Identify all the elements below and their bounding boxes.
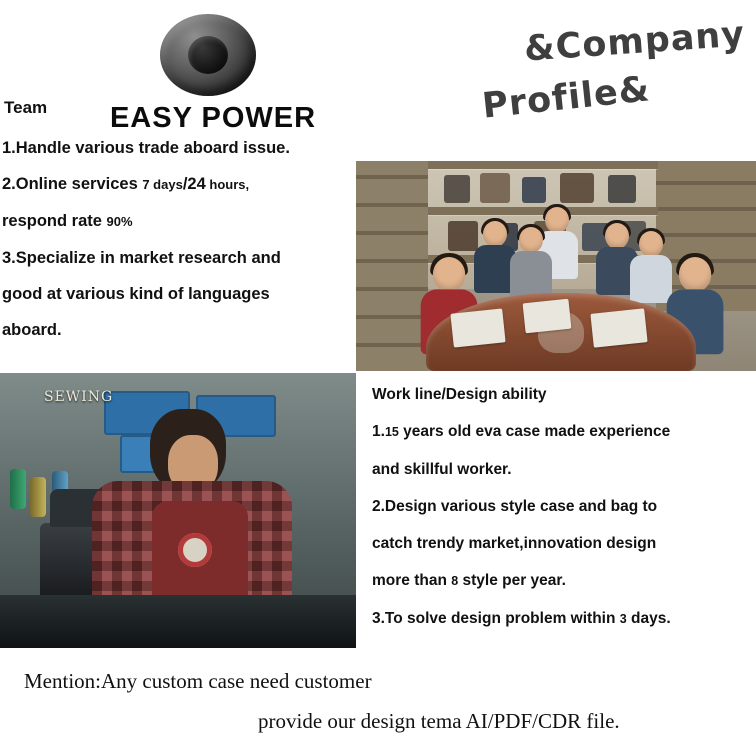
brand-name-text: EASY POWER [109,102,317,134]
shelf-product-4 [560,173,594,203]
workline-point-3: 3.To solve design problem within 3 days. [372,610,671,627]
page-title-line-2: Profile& [480,69,653,127]
team-point-2: 2.Online services 7 days/24 hours, [2,175,250,193]
mention-line-1: Mention:Any custom case need customer [24,669,372,693]
document-on-table-1 [450,308,505,347]
mention-line-2: provide our design tema AI/PDF/CDR file. [258,709,620,733]
office-meeting-photo [356,161,756,371]
workline-point-1b: and skillful worker. [372,461,512,478]
team-point-2b: respond rate 90% [2,212,133,230]
workline-point-1: 1.15 years old eva case made experience [372,423,671,440]
oval-eye-logo-icon [160,14,256,96]
document-header [0,0,756,136]
team-points-list [2,138,352,356]
meeting-person-3 [508,227,554,297]
thread-spool-2 [30,477,46,517]
page-title-line-1: &Company [522,14,747,70]
page-title [414,14,747,134]
team-point-3b: good at various kind of languages [2,285,270,303]
shelf-board-1 [428,161,658,169]
team-section-label: Team [4,98,48,117]
apron-badge [178,533,212,567]
thread-spool-1 [10,469,26,509]
team-point-1: 1.Handle various trade aboard issue. [2,139,290,157]
workline-point-2c: more than 8 style per year. [372,572,566,589]
sewing-worker-photo [0,373,356,648]
team-point-3c: aboard. [2,321,62,339]
document-on-table-3 [590,308,647,347]
shelf-product-2 [480,173,510,203]
brand-name [78,102,348,135]
workline-point-2: 2.Design various style case and bag to [372,498,658,515]
shelf-product-1 [444,175,470,203]
sewing-table [0,595,356,648]
workline-heading: Work line/Design ability [372,386,547,403]
sewing-photo-label: SEWING [44,389,114,405]
shelf-product-5 [608,175,636,203]
team-point-3: 3.Specialize in market research and [2,249,281,267]
workline-points-list [372,385,756,647]
brand-logo [78,14,348,134]
workline-point-2b: catch trendy market,innovation design [372,535,657,552]
shelf-product-3 [522,177,546,203]
document-on-table-2 [523,299,572,334]
